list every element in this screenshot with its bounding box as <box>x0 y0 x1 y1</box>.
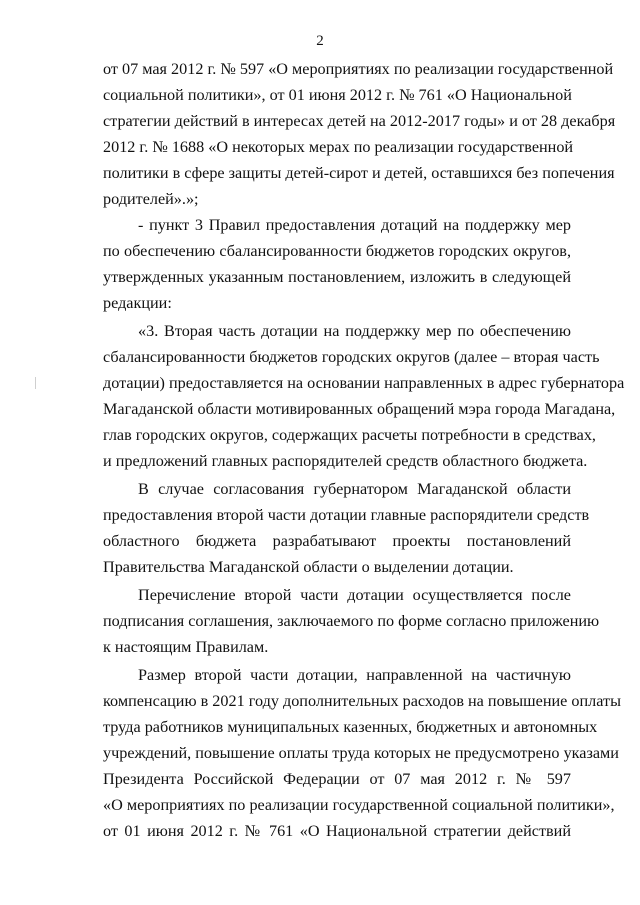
text-line: «О мероприятиях по реализации государственной социальной политики», <box>103 796 615 814</box>
text-line: В случае согласования губернатором Магаданской области <box>138 480 571 498</box>
text-line: глав городских округов, содержащих расчеты потребности в средствах, <box>103 426 596 444</box>
text-line: предоставления второй части дотации главные распорядители средств <box>103 506 590 524</box>
text-line: Перечисление второй части дотации осуществляется после <box>138 586 571 604</box>
text-line: редакции: <box>103 294 172 312</box>
text-line: утвержденных указанным постановлением, изложить в следующей <box>103 268 571 286</box>
text-line: 2012 г. № 1688 «О некоторых мерах по реализации государственной <box>103 138 574 156</box>
text-line: стратегии действий в интересах детей на 2012-2017 годы» и от 28 декабря <box>103 112 616 130</box>
text-line: политики в сфере защиты детей-сирот и детей, оставшихся без попечения <box>103 164 615 182</box>
text-line: социальной политики», от 01 июня 2012 г. № 761 «О Национальной <box>103 86 572 104</box>
text-line: «3. Вторая часть дотации на поддержку мер по обеспечению <box>138 322 571 340</box>
text-line: подписания соглашения, заключаемого по форме согласно приложению <box>103 612 600 630</box>
text-line: сбалансированности бюджетов городских округов (далее – вторая часть <box>103 348 600 366</box>
text-line: областного бюджета разрабатывают проекты постановлений <box>103 532 571 550</box>
margin-mark <box>35 377 36 389</box>
text-line: от 01 июня 2012 г. № 761 «О Национальной стратегии действий <box>103 822 571 840</box>
text-line: учреждений, повышение оплаты труда которых не предусмотрено указами <box>103 744 619 762</box>
text-line: к настоящим Правилам. <box>103 638 269 656</box>
text-line: Магаданской области мотивированных обращений мэра города Магадана, <box>103 400 616 418</box>
text-line: родителей».»; <box>103 190 199 208</box>
text-line: компенсацию в 2021 году дополнительных расходов на повышение оплаты <box>103 692 621 710</box>
page-number: 2 <box>316 33 324 49</box>
text-line: - пункт 3 Правил предоставления дотаций на поддержку мер <box>138 216 571 234</box>
text-line: Размер второй части дотации, направленной на частичную <box>138 666 571 684</box>
text-line: дотации) предоставляется на основании направленных в адрес губернатора <box>103 374 625 392</box>
text-line: и предложений главных распорядителей средств областного бюджета. <box>103 452 588 470</box>
text-line: по обеспечению сбалансированности бюджетов городских округов, <box>103 242 571 260</box>
text-line: Правительства Магаданской области о выделении дотации. <box>103 558 514 576</box>
text-line: от 07 мая 2012 г. № 597 «О мероприятиях по реализации государственной <box>103 60 614 78</box>
text-line: Президента Российской Федерации от 07 мая 2012 г. № 597 <box>103 770 571 788</box>
text-line: труда работников муниципальных казенных, бюджетных и автономных <box>103 718 598 736</box>
